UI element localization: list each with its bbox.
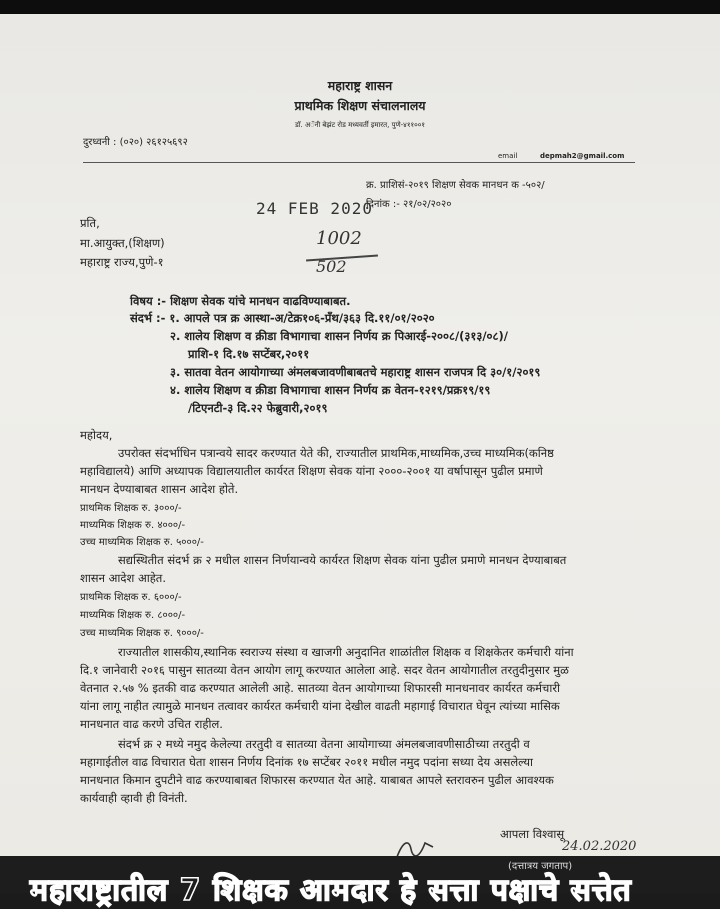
reference-line-3: प्राशि-१ दि.१७ सप्टेंबर,२०११ [188,347,310,361]
reference-number: क्र. प्राशिसं-२०१९ शिक्षण सेवक मानधन क -५०२/ [366,180,545,191]
email-address: depmah2@gmail.com [540,152,625,160]
signatory-name: (दत्तात्रय जगताप) [508,861,573,872]
para4-line4: कार्यवाही व्हावी ही विनंती. [80,791,188,805]
para3-line2: दि.१ जानेवारी २०१६ पासुन सातव्या वेतन आयोग लागू करण्यात आलेला आहे. सदर वेतन आयोगातील तरतुदीनुसार मुळ [80,663,569,677]
received-date-stamp: 24 FEB 2020 [256,199,373,218]
para3-line5: मानधनात वाढ करणे उचित राहील. [80,717,223,731]
salutation: महोदय, [80,428,113,442]
letter-page [0,14,720,856]
list1-primary: प्राथमिक शिक्षक रु. ३०००/- [80,503,182,514]
video-overlay-caption: महाराष्ट्रातील 7 शिक्षक आमदार हे सत्ता पक्षाचे सत्तेत [30,873,632,908]
para2-line1: सद्यस्थितीत संदर्भ क्र २ मधील शासन निर्णयान्वये कार्यरत शिक्षण सेवक यांना पुढील प्रमाणे मानधन देण्याबाबत [118,553,567,567]
reference-line-1: संदर्भ :- १. आपले पत्र क्र आस्था-अ/टेक्र१०६-प्रँथ/३६३ दि.११/०१/२०२० [130,311,435,325]
letterhead-address: डॉ. अॅनी बेझंट रोड मध्यवर्ती इमारत, पुणे-४११००१ [294,121,426,129]
email-label: email [498,152,518,160]
letter-date: दिनांक :- २१/०२/२०२० [366,199,452,210]
list2-primary: प्राथमिक शिक्षक रु. ६०००/- [80,592,182,603]
para3-line3: वेतनात २.५७ % इतकी वाढ करण्यात आलेली आहे. सातव्या वेतन आयोगाच्या शिफारसी मानधनावर कार्यरत कर्मचारी [80,681,561,695]
para4-line2: महागाईतील वाढ विचारात घेता शासन निर्णय दिनांक १७ सप्टेंबर २०११ मधील नमुद पदांना सध्या देय असलेल्या [80,755,534,769]
closing-yours: आपला विश्वासू [500,827,565,841]
reference-line-6: /टिएनटी-३ दि.२२ फेब्रुवारी,२०१९ [188,401,328,415]
para4-line3: मानधनात किमान दुपटीने वाढ करण्याबाबत शिफारस करण्यात येत आहे. याबाबत आपले स्तरावरुन पुढील आवश्यक [80,773,554,787]
phone-number: दुरध्वनी : (०२०) २६१२५६९२ [83,137,188,148]
list2-higher-secondary: उच्च माध्यमिक शिक्षक रु. ९०००/- [80,628,204,639]
signature-date: 24.02.2020 [562,839,637,854]
list1-higher-secondary: उच्च माध्यमिक शिक्षक रु. ५०००/- [80,537,204,548]
letterhead-office: प्राथमिक शिक्षण संचालनालय [294,98,426,113]
para4-line1: संदर्भ क्र २ मध्ये नमुद केलेल्या तरतुदी व सातव्या वेतना आयोगाच्या अंमलबजावणीसाठीच्या तरतुदी व [118,737,530,751]
inward-number: 1002 [316,228,362,249]
list1-secondary: माध्यमिक शिक्षक रु. ४०००/- [80,520,186,531]
reference-line-5: ४. शालेय शिक्षण व क्रीडा विभागाचा शासन निर्णय क्र वेतन-१२१९/प्रक्र१९/१९ [170,383,491,397]
reference-line-2: २. शालेय शिक्षण व क्रीडा विभागाचा शासन निर्णय क्र पिआरई-२००८/(३१३/०८)/ [170,329,508,343]
recipient-title: मा.आयुक्त,(शिक्षण) [80,236,165,250]
letterhead-govt: महाराष्ट्र शासन [327,78,393,93]
para1-line1: उपरोक्त संदर्भाधिन पत्रान्वये सादर करण्यात येते की, राज्यातील प्राथमिक,माध्यमिक,उच्च माध्यमिक(कनिष्ठ [118,446,554,460]
header-divider [83,162,635,163]
para1-line2: महाविद्यालये) आणि अध्यापक विद्यालयातील कार्यरत शिक्षण सेवक यांना २०००-२००१ या वर्षापासून पुढील प्रमाणे [80,464,543,478]
list2-secondary: माध्यमिक शिक्षक रु. ८०००/- [80,610,186,621]
to-label: प्रति, [80,216,100,230]
reference-line-4: ३. सातवा वेतन आयोगाच्या अंमलबजावणीबाबतचे महाराष्ट्र शासन राजपत्र दि ३०/१/२०१९ [170,365,541,379]
inward-subnumber: 502 [316,257,347,276]
signature-scribble [395,837,435,856]
subject-line: विषय :- शिक्षण सेवक यांचे मानधन वाढविण्याबाबत. [130,294,351,308]
para3-line1: राज्यातील शासकीय,स्थानिक स्वराज्य संस्था व खाजगी अनुदानित शाळांतील शिक्षक व शिक्षकेतर कर्मचारी यांना [118,645,574,659]
para2-line2: शासन आदेश आहेत. [80,571,167,585]
para1-line3: मानधन देण्याबाबत शासन आदेश होते. [80,482,239,496]
para3-line4: यांना लागू नाहीत त्यामुळे मानधन तत्वावर कार्यरत कर्मचारी यांना देखील वाढती महागाई विचारात घेवून त्यांच्या मासिक [80,699,560,713]
recipient-place: महाराष्ट्र राज्य,पुणे-१ [80,255,164,269]
top-status-bar [0,0,720,14]
